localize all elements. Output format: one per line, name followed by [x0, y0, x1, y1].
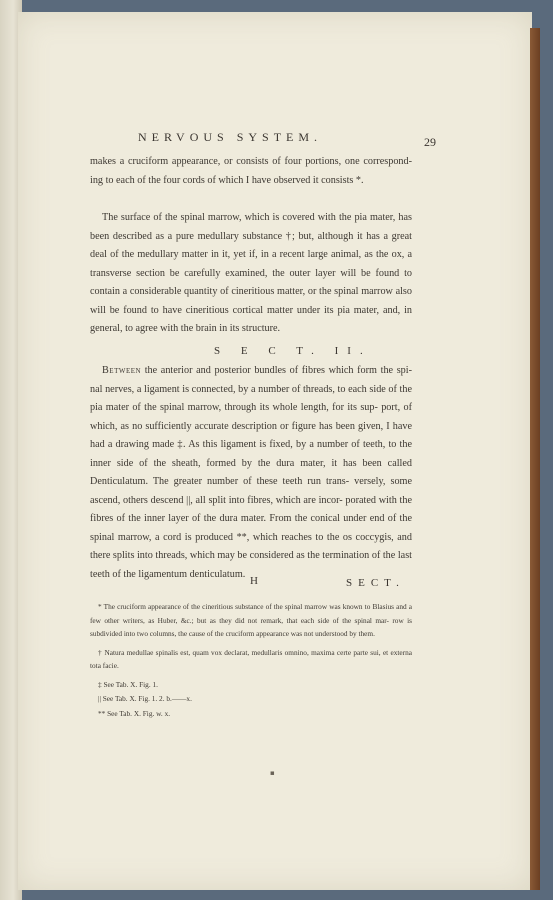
footnotes — [90, 600, 412, 721]
section-heading: S E C T. II. — [214, 345, 372, 357]
footnote-5: ** See Tab. X. Fig. w. x. — [98, 708, 171, 718]
page-blemish-dot: ▪ — [270, 769, 275, 777]
page-number: 29 — [424, 135, 436, 149]
footnote-3: ‡ See Tab. X. Fig. 1. — [98, 679, 158, 689]
footnote-4: || See Tab. X. Fig. 1. 2. b.——x. — [98, 694, 192, 703]
paragraph-1: makes a cruciform appearance, or consists of four portions, one correspond- ing to each of the four cords of which I have observed it consists *. — [90, 156, 412, 186]
footnote-2: † Natura medullae spinalis est, quam vox declarat, medullaris omnino, maxima certe parte sui, et externa tota facie. — [90, 647, 412, 670]
catchword: SECT. — [346, 577, 405, 589]
page-edge — [530, 28, 540, 890]
running-title: NERVOUS SYSTEM. — [138, 130, 323, 144]
section-lead-word: Between — [102, 365, 142, 376]
section-paragraph — [90, 362, 412, 584]
footnote-1: * The cruciform appearance of the cineritious substance of the spinal marrow was known to Blasius and a few other writers, as Huber, &c.; but as they did not remark, that each side of the spinal mar- row is subdivided into two columns, the cause of the cruciform appearance was not understood by them. — [90, 602, 412, 638]
signature-mark: H — [250, 575, 258, 587]
paragraph-2: The surface of the spinal marrow, which is covered with the pia mater, has been described as a pure medullary substance †; but, although it has a great deal of the medullary matter in it, yet if, in a recent large animal, as the ox, a transverse section be carefully examined, the outer layer will be found to contain a considerable quantity of cineritious matter, or the spinal marrow also will be found to have cineritious cortical matter under its pia mater, and, in general, to agree with the brain in its structure. — [90, 212, 412, 334]
section-text: the anterior and posterior bundles of fibres which form the spi- nal nerves, a ligament is connected, by a number of threads, to each side of the pia mater of the spinal marrow, through its whole length, for its sup- port, of which, as no sufficiently accurate description or figure has been given, I have had a drawing made ‡. As this ligament is fixed, by a number of teeth, to the inner side of the sheath, formed by the dura mater, it has been called Denticulatum. The greater number of these teeth run trans- versely, some ascend, others descend ||, all split into fibres, which are incor- porated with the fibres of the inner layer of the dura mater. From the conical under end of the spinal marrow, a cord is produced **, which reaches to the os coccygis, and there splits into threads, which may be considered as the termination of the last teeth of the ligamentum denticulatum. — [90, 365, 412, 580]
